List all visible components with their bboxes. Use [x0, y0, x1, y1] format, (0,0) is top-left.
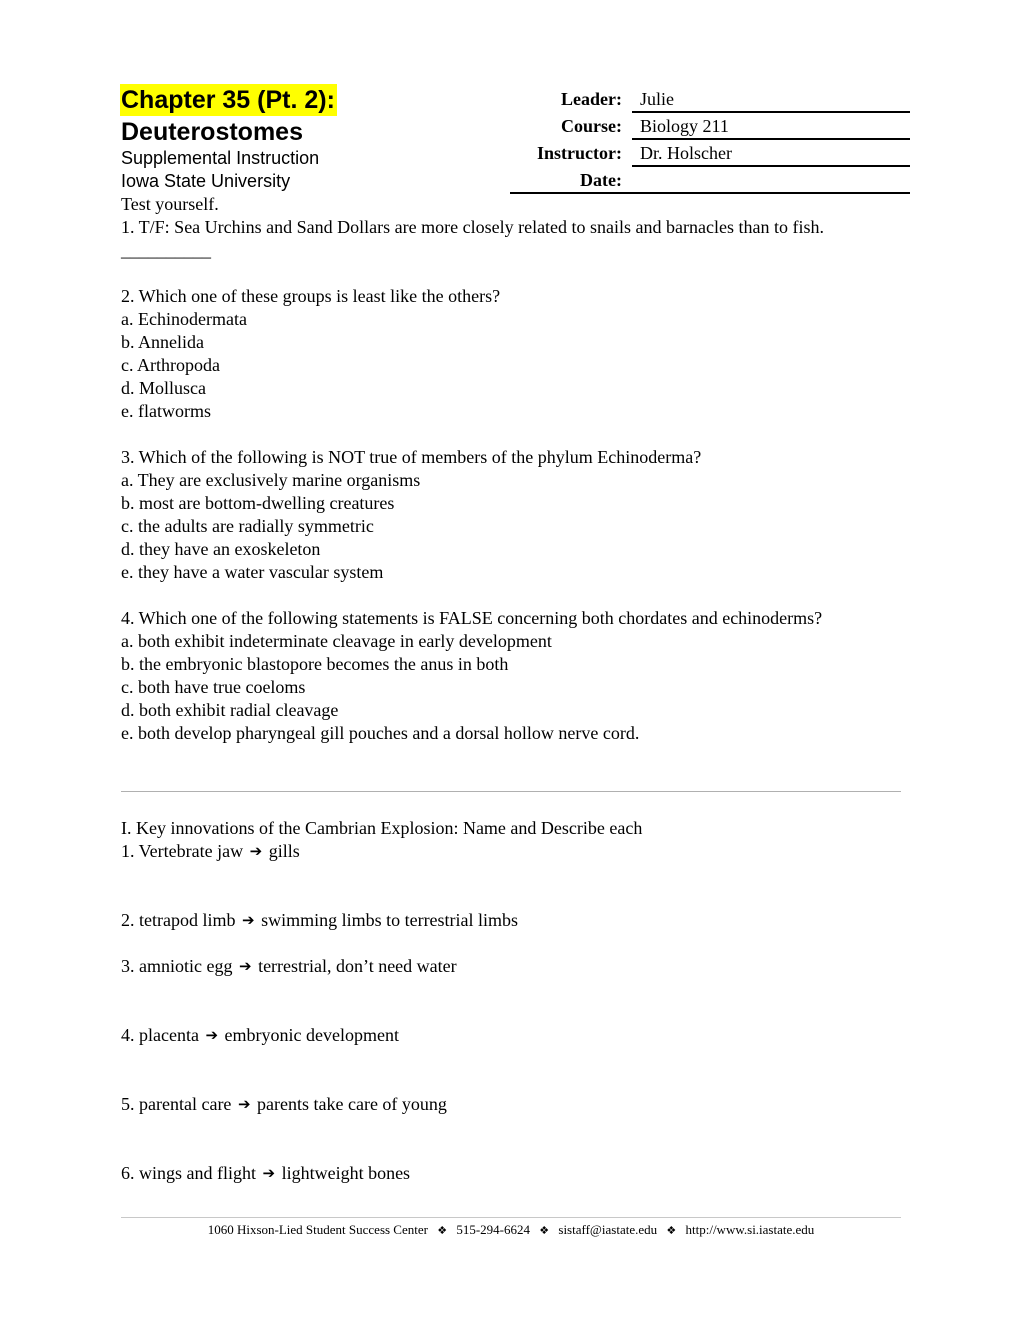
q2-option-b: b. Annelida [121, 332, 204, 352]
innovation-item-6 [121, 1162, 901, 1186]
innovation-desc: swimming limbs to terrestrial limbs [261, 910, 519, 930]
innovation-desc: lightweight bones [281, 1163, 411, 1183]
instructor-value: Dr. Holscher [632, 142, 910, 167]
q3-option-d: d. they have an exoskeleton [121, 539, 321, 559]
arrow-right-icon: ➔ [249, 842, 263, 860]
page-footer [121, 1221, 901, 1240]
q3-option-c: c. the adults are radially symmetric [121, 516, 374, 536]
innovation-item-2 [121, 909, 901, 933]
section-heading: I. Key innovations of the Cambrian Explosion: Name and Describe each [121, 818, 643, 838]
instructor-label: Instructor: [537, 143, 622, 163]
innovation-desc: terrestrial, don’t need water [258, 956, 457, 976]
document-subtitle: Deuterostomes [121, 118, 303, 146]
date-field [510, 169, 910, 196]
course-value: Biology 211 [632, 115, 910, 140]
leader-label: Leader: [561, 89, 622, 109]
q3-option-b: b. most are bottom-dwelling creatures [121, 493, 395, 513]
q3-option-a: a. They are exclusively marine organisms [121, 470, 421, 490]
university-name: Iowa State University [121, 171, 291, 191]
program-name: Supplemental Instruction [121, 148, 320, 168]
innovation-desc: embryonic development [224, 1025, 399, 1045]
question-3: 3. Which of the following is NOT true of members of the phylum Echinoderma? [121, 447, 702, 467]
course-field [510, 115, 910, 142]
diamond-separator-icon: ❖ [437, 1224, 448, 1237]
innovation-item-1 [121, 840, 901, 864]
course-label: Course: [561, 116, 622, 136]
question-4: 4. Which one of the following statements is FALSE concerning both chordates and echinoderms? [121, 608, 823, 628]
arrow-right-icon: ➔ [262, 1164, 276, 1182]
leader-value: Julie [632, 88, 910, 113]
footer-website: http://www.si.iastate.edu [685, 1222, 815, 1237]
q2-option-e: e. flatworms [121, 401, 211, 421]
q2-option-a: a. Echinodermata [121, 309, 247, 329]
arrow-right-icon: ➔ [241, 911, 255, 929]
innovation-desc: parents take care of young [257, 1094, 447, 1114]
document-title: Chapter 35 (Pt. 2): [121, 86, 335, 114]
q4-option-d: d. both exhibit radial cleavage [121, 700, 339, 720]
innovation-term: 3. amniotic egg [121, 956, 233, 976]
innovation-term: 5. parental care [121, 1094, 232, 1114]
q4-option-c: c. both have true coeloms [121, 677, 306, 697]
arrow-right-icon: ➔ [205, 1026, 219, 1044]
q3-option-e: e. they have a water vascular system [121, 562, 384, 582]
footer-address: 1060 Hixson-Lied Student Success Center [207, 1222, 428, 1237]
innovation-item-3 [121, 955, 901, 979]
arrow-right-icon: ➔ [237, 1095, 251, 1113]
innovation-item-4 [121, 1024, 901, 1048]
innovation-term: 4. placenta [121, 1025, 199, 1045]
q2-option-d: d. Mollusca [121, 378, 206, 398]
date-value [510, 169, 910, 194]
diamond-separator-icon: ❖ [539, 1224, 550, 1237]
quiz-intro: Test yourself. [121, 194, 219, 214]
innovation-item-5 [121, 1093, 901, 1117]
innovation-term: 1. Vertebrate jaw [121, 841, 244, 861]
innovation-desc: gills [268, 841, 300, 861]
leader-field [510, 88, 910, 115]
question-1: 1. T/F: Sea Urchins and Sand Dollars are more closely related to snails and barnacles than to fish. __________ [121, 217, 824, 260]
q4-option-a: a. both exhibit indeterminate cleavage in early development [121, 631, 552, 651]
q2-option-c: c. Arthropoda [121, 355, 220, 375]
instructor-field [510, 142, 910, 169]
footer-phone: 515-294-6624 [456, 1222, 531, 1237]
quiz-section [121, 193, 901, 745]
section-divider [121, 791, 901, 792]
footer-email: sistaff@iastate.edu [558, 1222, 658, 1237]
footer-divider [121, 1217, 901, 1218]
innovation-term: 2. tetrapod limb [121, 910, 236, 930]
date-label: Date: [580, 170, 622, 190]
q4-option-b: b. the embryonic blastopore becomes the anus in both [121, 654, 509, 674]
diamond-separator-icon: ❖ [666, 1224, 677, 1237]
question-2: 2. Which one of these groups is least like the others? [121, 286, 501, 306]
q4-option-e: e. both develop pharyngeal gill pouches and a dorsal hollow nerve cord. [121, 723, 640, 743]
arrow-right-icon: ➔ [238, 957, 252, 975]
innovation-term: 6. wings and flight [121, 1163, 256, 1183]
